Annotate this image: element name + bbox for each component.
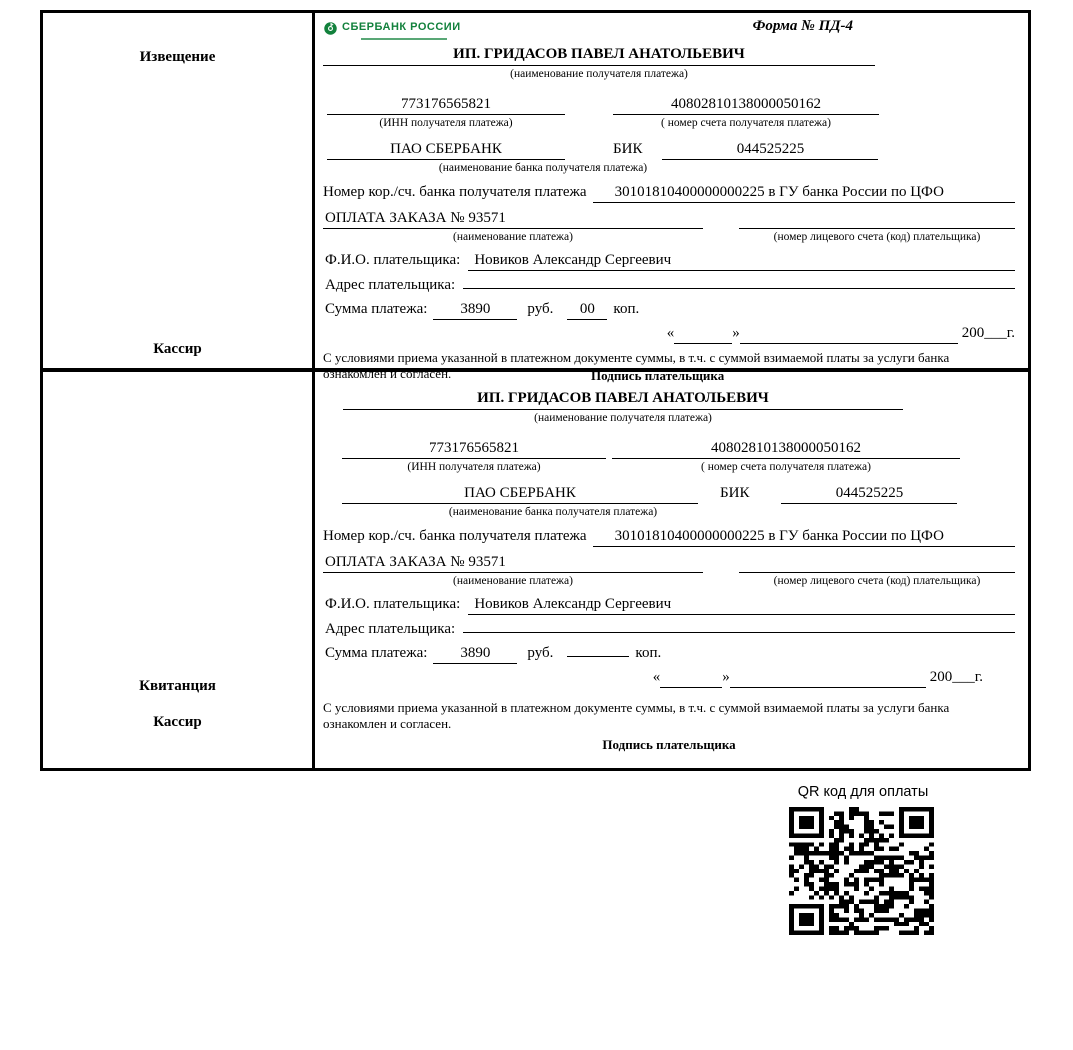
payer-address-value bbox=[463, 288, 1015, 289]
bik-label: БИК bbox=[613, 141, 643, 157]
payer-name-value: Новиков Александр Сергеевич bbox=[468, 595, 1015, 615]
payee-inn-value: 773176565821 bbox=[342, 439, 606, 459]
payee-caption: (наименование получателя платежа) bbox=[510, 68, 688, 80]
sum-kopecks-value bbox=[567, 656, 629, 657]
bik-value: 044525225 bbox=[781, 484, 957, 504]
bik-label: БИК bbox=[720, 485, 750, 501]
receipt-cashier-label: Кассир bbox=[153, 714, 202, 730]
payer-signature-label: Подпись плательщика bbox=[591, 368, 725, 383]
inn-caption: (ИНН получателя платежа) bbox=[379, 117, 513, 129]
payee-caption: (наименование получателя платежа) bbox=[534, 412, 712, 424]
sberbank-logo bbox=[323, 17, 461, 40]
date-day-blank bbox=[660, 668, 722, 688]
payee-inn-value: 773176565821 bbox=[327, 95, 565, 115]
date-quote-close: » bbox=[722, 669, 730, 685]
date-year-label: 200___г. bbox=[961, 325, 1015, 341]
account-caption: ( номер счета получателя платежа) bbox=[661, 117, 831, 129]
payer-name-value: Новиков Александр Сергеевич bbox=[468, 251, 1015, 271]
date-year-label: 200___г. bbox=[929, 669, 983, 685]
payer-signature-label: Подпись плательщика bbox=[602, 737, 736, 752]
bank-name-value: ПАО СБЕРБАНК bbox=[327, 140, 565, 160]
notice-section bbox=[43, 13, 1028, 383]
qr-code bbox=[789, 807, 934, 935]
personal-account-blank bbox=[739, 209, 1015, 229]
payment-form-pd4 bbox=[40, 10, 1031, 771]
payer-address-label: Адрес плательщика: bbox=[325, 621, 456, 637]
bank-caption: (наименование банка получателя платежа) bbox=[448, 506, 658, 518]
corr-account-label: Номер кор./сч. банка получателя платежа bbox=[323, 528, 587, 544]
agreement-text: С условиями приема указанной в платежном документе суммы, в т.ч. с суммой взимаемой платы за услуги банка ознакомлен и согласен. bbox=[323, 700, 950, 731]
corr-account-label: Номер кор./сч. банка получателя платежа bbox=[323, 184, 587, 200]
receipt-main-column bbox=[315, 372, 1028, 768]
date-quote-open: « bbox=[652, 669, 661, 685]
receipt-side-column bbox=[43, 372, 315, 768]
payee-name: ИП. ГРИДАСОВ ПАВЕЛ АНАТОЛЬЕВИЧ bbox=[323, 45, 875, 66]
account-caption: ( номер счета получателя платежа) bbox=[701, 461, 871, 473]
rubles-label: руб. bbox=[527, 301, 554, 317]
sum-label: Сумма платежа: bbox=[325, 645, 428, 661]
payee-account-value: 40802810138000050162 bbox=[612, 439, 960, 459]
notice-side-label: Извещение bbox=[139, 49, 216, 65]
bank-name-value: ПАО СБЕРБАНК bbox=[342, 484, 698, 504]
corr-account-value: 30101810400000000225 в ГУ банка России по ЦФО bbox=[593, 183, 1015, 203]
inn-caption: (ИНН получателя платежа) bbox=[407, 461, 541, 473]
sum-rubles-value: 3890 bbox=[433, 644, 517, 664]
notice-cashier-label: Кассир bbox=[153, 341, 202, 357]
receipt-side-label: Квитанция bbox=[139, 678, 216, 694]
payer-address-label: Адрес плательщика: bbox=[325, 277, 456, 293]
personal-account-caption: (номер лицевого счета (код) плательщика) bbox=[773, 231, 981, 243]
sum-rubles-value: 3890 bbox=[433, 300, 517, 320]
personal-account-blank bbox=[739, 553, 1015, 573]
form-number-label: Форма № ПД-4 bbox=[752, 18, 853, 34]
notice-side-column bbox=[43, 13, 315, 368]
sum-label: Сумма платежа: bbox=[325, 301, 428, 317]
qr-payment-block bbox=[789, 784, 937, 935]
sberbank-tagline-rule bbox=[361, 38, 447, 40]
payment-purpose-value: ОПЛАТА ЗАКАЗА № 93571 bbox=[323, 553, 703, 573]
purpose-caption: (наименование платежа) bbox=[453, 575, 573, 587]
payer-address-value bbox=[463, 632, 1015, 633]
corr-account-value: 30101810400000000225 в ГУ банка России по ЦФО bbox=[593, 527, 1015, 547]
bik-value: 044525225 bbox=[662, 140, 878, 160]
purpose-caption: (наименование платежа) bbox=[453, 231, 573, 243]
date-quote-open: « bbox=[666, 325, 675, 341]
payer-name-label: Ф.И.О. плательщика: bbox=[325, 596, 461, 612]
sum-kopecks-value: 00 bbox=[567, 300, 607, 320]
sberbank-logo-text: СБЕРБАНК РОССИИ bbox=[342, 21, 461, 33]
date-quote-close: » bbox=[732, 325, 740, 341]
payer-name-label: Ф.И.О. плательщика: bbox=[325, 252, 461, 268]
payment-purpose-value: ОПЛАТА ЗАКАЗА № 93571 bbox=[323, 209, 703, 229]
agreement-text: С условиями приема указанной в платежном документе суммы, в т.ч. с суммой взимаемой платы за услуги банка ознакомлен и согласен. bbox=[323, 350, 950, 381]
date-month-blank bbox=[730, 668, 926, 688]
rubles-label: руб. bbox=[527, 645, 554, 661]
receipt-section bbox=[43, 372, 1028, 768]
kopecks-label: коп. bbox=[613, 301, 640, 317]
kopecks-label: коп. bbox=[635, 645, 662, 661]
bank-caption: (наименование банка получателя платежа) bbox=[438, 162, 648, 174]
payee-account-value: 40802810138000050162 bbox=[613, 95, 879, 115]
date-month-blank bbox=[740, 324, 958, 344]
date-day-blank bbox=[674, 324, 732, 344]
notice-main-column bbox=[315, 13, 1028, 383]
sberbank-logo-icon bbox=[323, 21, 338, 36]
personal-account-caption: (номер лицевого счета (код) плательщика) bbox=[773, 575, 981, 587]
qr-label: QR код для оплаты bbox=[797, 784, 929, 800]
payee-name: ИП. ГРИДАСОВ ПАВЕЛ АНАТОЛЬЕВИЧ bbox=[343, 389, 903, 410]
